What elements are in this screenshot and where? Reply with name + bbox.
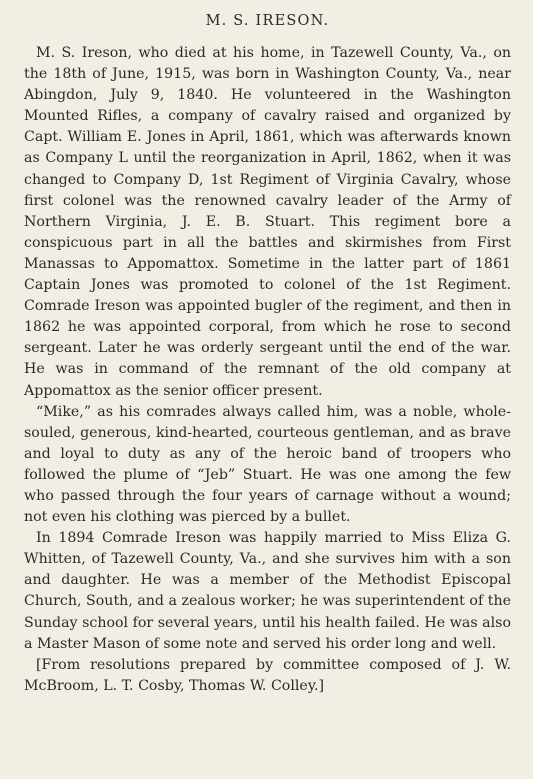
paragraph-character: “Mike,” as his comrades always called him, was a noble, whole-souled, generous, kind-hearted, courteous gentleman, and as brave and loyal to duty as any of the heroic band of troopers who followed the plume of “Jeb” Stuart. He was one among the few who passed through the four years of carnage without a wound; not even his clothing was pierced by a bullet. bbox=[24, 403, 511, 526]
paragraph-family: In 1894 Comrade Ireson was happily married to Miss Eliza G. Whitten, of Tazewell County, Va., and she survives him with a son and daughter. He was a member of the Methodist Episcopal Church, South, and a zealous worker; he was superintendent of the Sunday school for several years, until his health failed. He was also a Master Mason of some note and served his order long and well. bbox=[24, 530, 511, 652]
article-title: M. S. IRESON. bbox=[205, 13, 330, 29]
paragraph-resolution-note: [From resolutions prepared by committee composed of J. W. McBroom, L. T. Cosby, Thomas W. Colley.] bbox=[24, 656, 511, 694]
paragraph-biography: M. S. Ireson, who died at his home, in Tazewell County, Va., on the 18th of June, 1915, was born in Washington County, Va., near Abingdon, July 9, 1840. He volunteered in the Washington Mounted Rifles, a company of cavalry raised and organized by Capt. William E. Jones in April, 1861, which was afterwards known as Company L until the reorganization in April, 1862, when it was changed to Company D, 1st Regiment of Virginia Cavalry, whose first colonel was the renowned cavalry leader of the Army of Northern Virginia, J. E. B. Stuart. This regiment bore a conspicuous part in all the battles and skirmishes from First Manassas to Appomattox. Sometime in the latter part of 1861 Captain Jones was promoted to colonel of the 1st Regiment. Comrade Ireson was appointed bugler of the regiment, and then in 1862 he was appointed corporal, from which he rose to second sergeant. Later he was orderly sergeant until the end of the war. He was in command of the remnant of the old company at Appomattox as the senior officer present. bbox=[24, 45, 511, 399]
